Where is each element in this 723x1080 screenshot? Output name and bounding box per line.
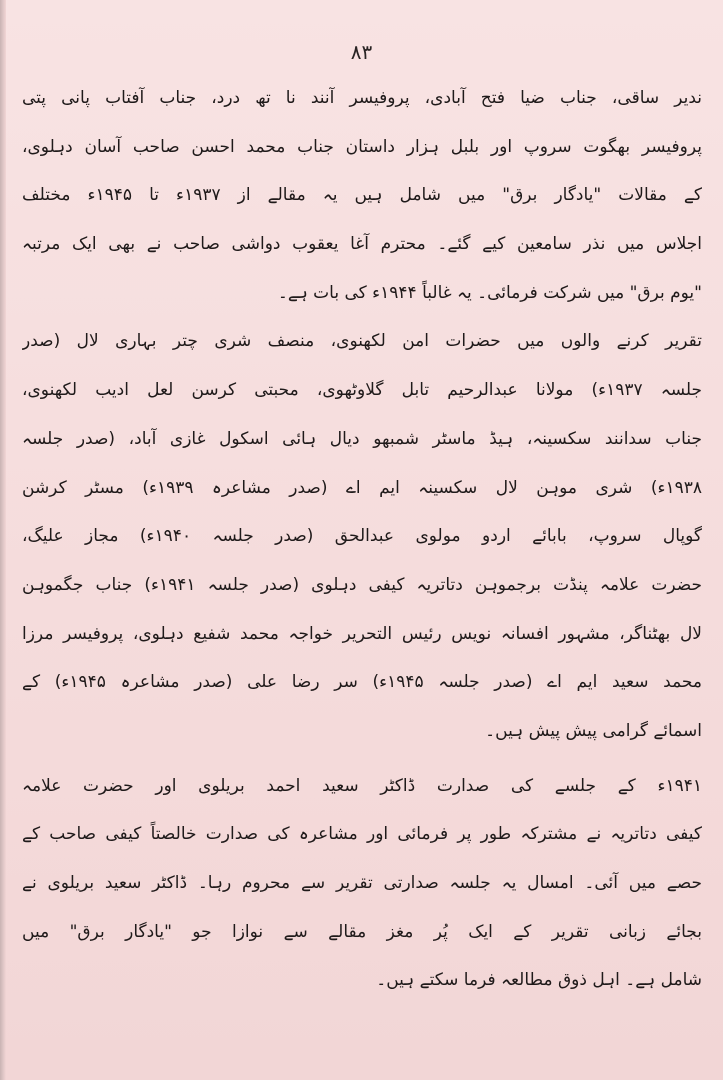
text-line: بجائے زبانی تقریر کے ایک پُر مغز مقالے سے نوازا جو "یادگار برق" میں: [22, 921, 702, 942]
text-line: جناب سدانند سکسینہ، ہیڈ ماسٹر شمبھو دیال ہائی اسکول غازی آباد، (صدر جلسہ: [22, 428, 702, 449]
text-line: "یوم برق" میں شرکت فرمائی۔ یہ غالباً ۱۹۴۴ء کی بات ہے۔: [277, 282, 702, 303]
text-line: حصے میں آئی۔ امسال یہ جلسہ صدارتی تقریر سے محروم رہا۔ ڈاکٹر سعید بریلوی نے: [22, 873, 702, 893]
page-number: ۸۳: [350, 40, 373, 64]
text-line: حضرت علامہ پنڈت برجموہن دتاتریہ کیفی دہلوی (صدر جلسہ ۱۹۴۱ء) جناب جگموہن: [22, 574, 702, 595]
text-line: ۱۹۳۸ء) شری موہن لال سکسینہ ایم اے (صدر مشاعرہ ۱۹۳۹ء) مسٹر کرشن: [22, 477, 702, 498]
text-line: تقریر کرنے والوں میں حضرات امن لکھنوی، منصف شری چتر بہاری لال (صدر: [22, 331, 702, 352]
text-line: اجلاس میں نذر سامعین کیے گئے۔ محترم آغا یعقوب دواشی صاحب نے بھی ایک مرتبہ: [22, 234, 702, 255]
text-line: کیفی دتاتریہ نے مشترکہ طور پر فرمائی اور مشاعرہ کی صدارت خالصتاً کیفی صاحب کے: [22, 824, 702, 845]
page-edge-shadow: [0, 0, 6, 1080]
text-line: ندیر ساقی، جناب ضیا فتح آبادی، پروفیسر آنند نا تھ درد، جناب آفتاب پانی پتی: [22, 88, 702, 108]
page-body: [22, 74, 702, 1005]
text-line: لال بھٹناگر، مشہور افسانہ نویس رئیس التحریر خواجہ محمد شفیع دہلوی، پروفیسر مرزا: [22, 623, 702, 644]
text-line: اسمائے گرامی پیش پیش ہیں۔: [485, 720, 702, 741]
text-line: ۱۹۴۱ء کے جلسے کی صدارت ڈاکٹر سعید احمد بریلوی اور حضرت علامہ: [22, 775, 702, 796]
text-line: جلسہ ۱۹۳۷ء) مولانا عبدالرحیم تابل گلاوٹھوی، محبتی کرسن لعل ادیب لکھنوی،: [22, 380, 702, 401]
text-line: کے مقالات "یادگار برق" میں شامل ہیں یہ مقالے از ۱۹۳۷ء تا ۱۹۴۵ء مختلف: [22, 185, 702, 206]
text-line: محمد سعید ایم اے (صدر جلسہ ۱۹۴۵ء) سر رضا علی (صدر مشاعرہ ۱۹۴۵ء) کے: [22, 672, 702, 693]
text-line: پروفیسر بھگوت سروپ اور بلبل ہزار داستان جناب محمد احسن صاحب آسان دہلوی،: [22, 136, 702, 157]
text-line: شامل ہے۔ اہل ذوق مطالعہ فرما سکتے ہیں۔: [376, 970, 702, 991]
text-line: گوپال سروپ، بابائے اردو مولوی عبدالحق (صدر جلسہ ۱۹۴۰ء) مجاز علیگ،: [22, 526, 702, 547]
